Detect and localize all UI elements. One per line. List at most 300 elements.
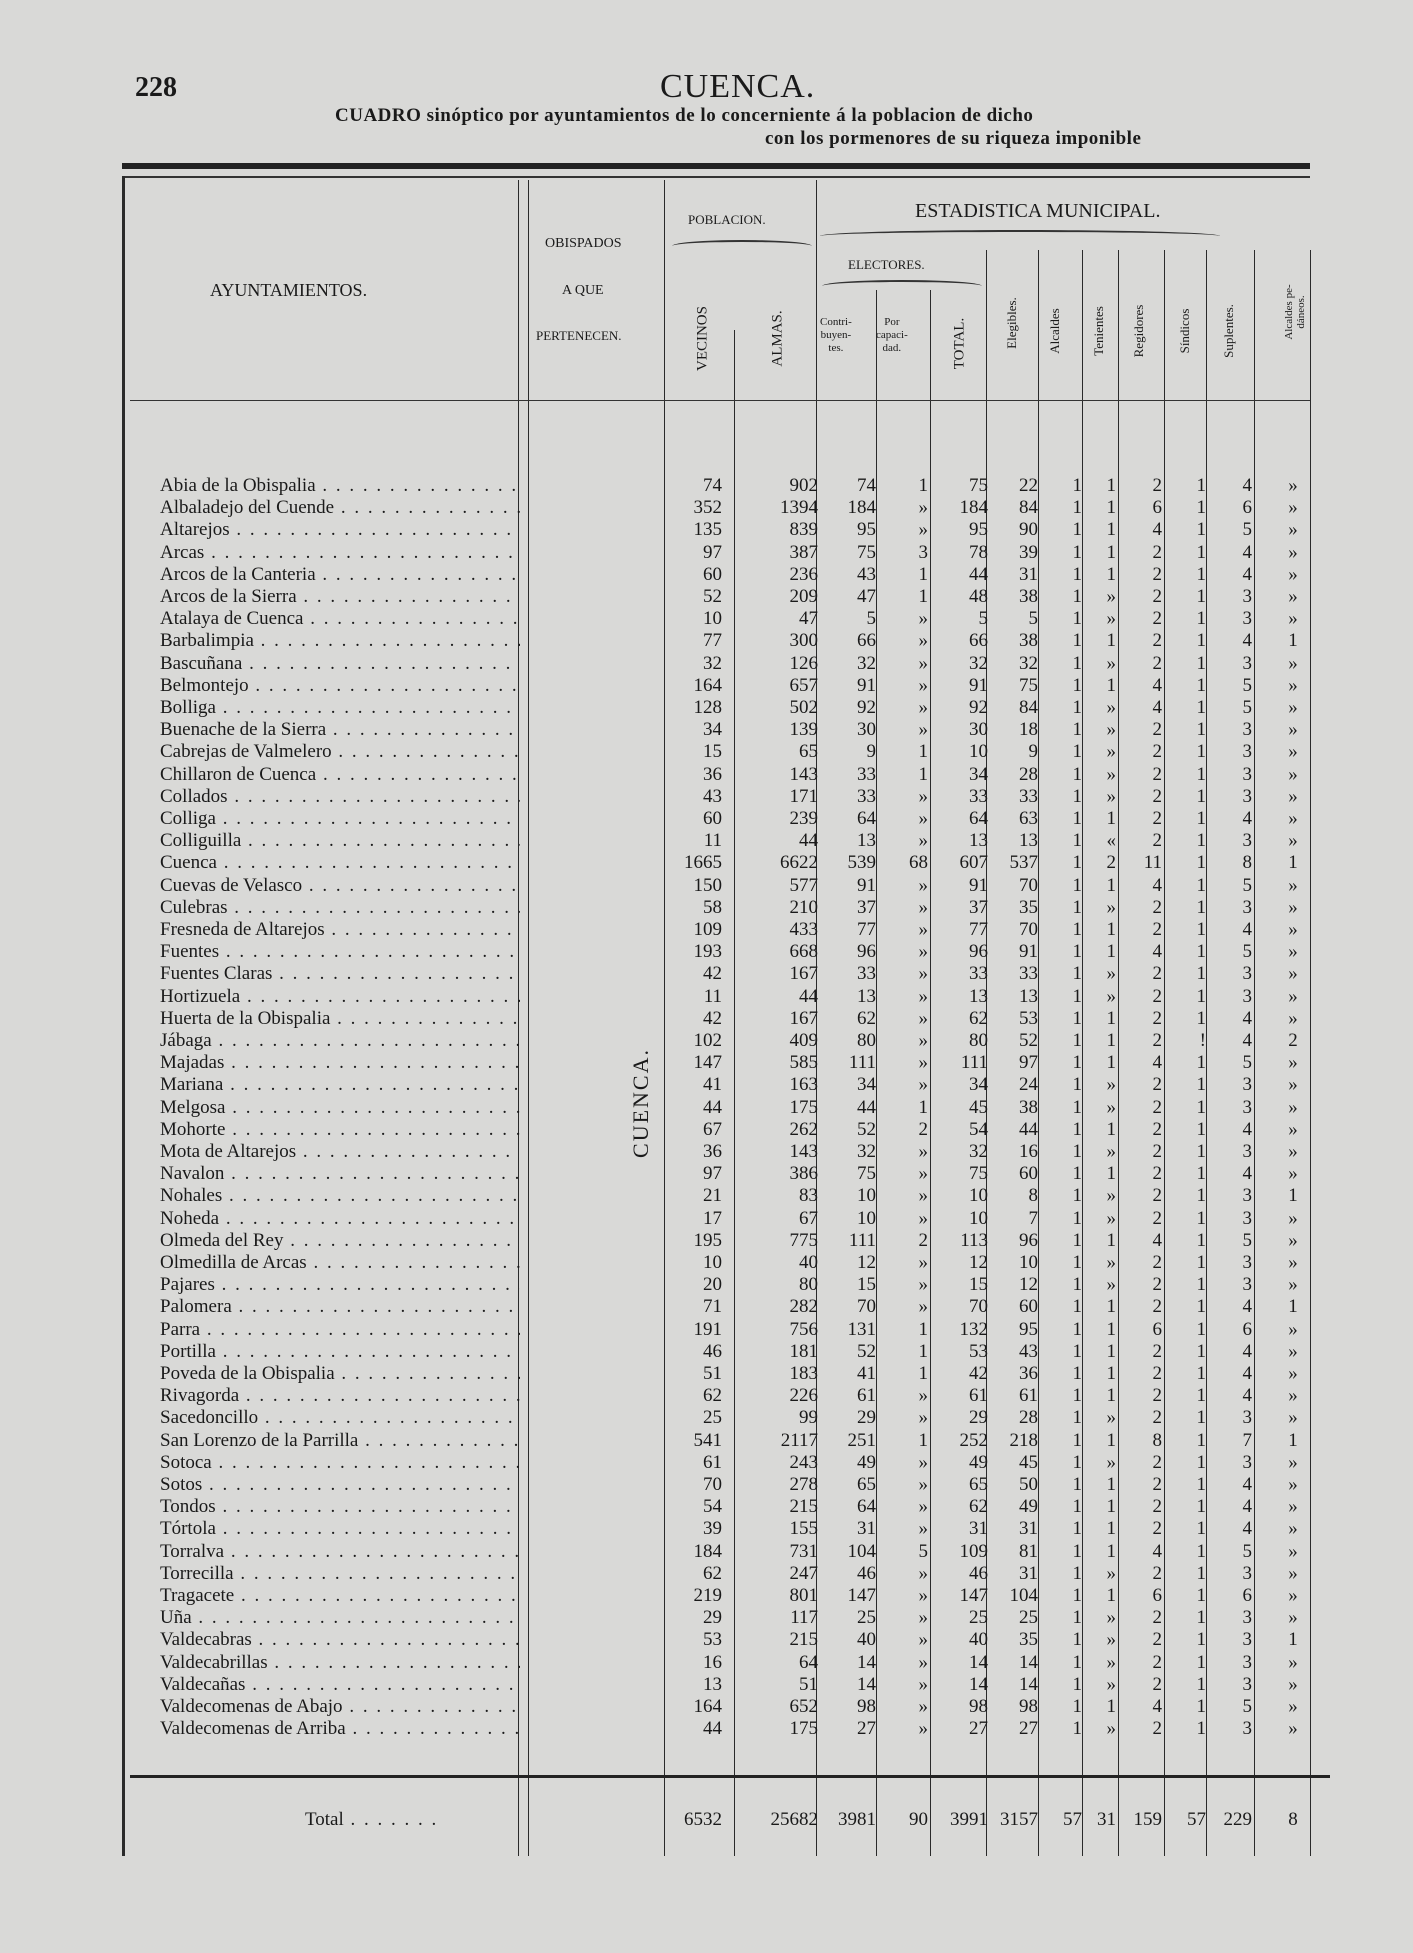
cell-vecinos: 52	[703, 586, 722, 607]
cell-por-capacidad: »	[918, 941, 928, 963]
cell-total: 70	[969, 1296, 988, 1318]
ayuntamiento-name: Buenache de la Sierra . . .	[160, 719, 520, 741]
cell-pedaneos: »	[1288, 1141, 1298, 1162]
cell-sindicos: 1	[1196, 541, 1206, 563]
cell-total: 49	[969, 1451, 988, 1473]
cell-total: 15	[969, 1274, 988, 1296]
header-estadistica: ESTADISTICA MUNICIPAL.	[915, 200, 1161, 222]
cell-pedaneos: »	[1288, 1696, 1298, 1717]
table-row	[0, 1629, 1413, 1651]
cell-pedaneos: »	[1288, 475, 1298, 496]
cell-vecinos: 25	[703, 1407, 722, 1429]
cell-vecinos: 42	[703, 963, 722, 985]
cell-contribuyentes: 32	[857, 652, 876, 674]
cell-pedaneos: 1	[1288, 630, 1298, 652]
cell-pedaneos: »	[1288, 874, 1298, 896]
cell-pedaneos: »	[1288, 1274, 1298, 1296]
cell-contribuyentes: 111	[848, 1229, 876, 1251]
cell-elegibles: 31	[1019, 563, 1038, 585]
cell-regidores: 2	[1152, 1030, 1162, 1051]
cell-tenientes: 2	[1106, 852, 1116, 874]
cell-tenientes: 1	[1106, 1363, 1116, 1384]
cell-suplentes: 4	[1242, 1163, 1252, 1185]
cell-suplentes: 3	[1242, 608, 1252, 630]
cell-elegibles: 25	[1019, 1607, 1038, 1629]
cell-almas: 40	[799, 1252, 818, 1273]
cell-regidores: 4	[1152, 674, 1162, 696]
cell-vecinos: 62	[703, 1385, 722, 1407]
cell-regidores: 4	[1152, 1540, 1162, 1562]
cell-vecinos: 541	[693, 1429, 722, 1451]
cell-suplentes: 4	[1242, 1118, 1252, 1140]
cell-contribuyentes: 96	[857, 941, 876, 963]
cell-vecinos: 191	[693, 1318, 722, 1340]
cell-vecinos: 164	[693, 674, 722, 696]
ayuntamiento-name: Valdecabrillas . . .	[160, 1652, 520, 1674]
cell-sindicos: 1	[1196, 1118, 1206, 1140]
cell-contribuyentes: 92	[857, 697, 876, 718]
table-row	[0, 1097, 1413, 1119]
cell-regidores: 2	[1152, 475, 1162, 496]
table-row	[0, 875, 1413, 897]
cell-sindicos: 1	[1196, 1340, 1206, 1362]
cell-pedaneos: 1	[1288, 1296, 1298, 1318]
table-row	[0, 653, 1413, 675]
cell-pedaneos: »	[1288, 1651, 1298, 1673]
cell-alcaldes: 1	[1072, 719, 1082, 741]
table-row	[0, 719, 1413, 741]
cell-almas: 117	[790, 1607, 818, 1629]
cell-almas: 502	[789, 697, 818, 718]
cell-sindicos: 1	[1196, 1585, 1206, 1606]
cell-regidores: 2	[1152, 1118, 1162, 1140]
cell-contribuyentes: 104	[847, 1540, 876, 1562]
cell-almas: 175	[789, 1718, 818, 1740]
cell-vecinos: 43	[703, 785, 722, 807]
cell-contribuyentes: 14	[857, 1651, 876, 1673]
cell-suplentes: 4	[1242, 1030, 1252, 1051]
cell-elegibles: 31	[1019, 1562, 1038, 1584]
cell-sindicos: 1	[1196, 1229, 1206, 1251]
table-subtitle-line2: con los pormenores de su riqueza imponible	[765, 128, 1142, 149]
cell-tenientes: 1	[1106, 1340, 1116, 1362]
cell-vecinos: 135	[693, 519, 722, 541]
table-row	[0, 1607, 1413, 1629]
cell-suplentes: 3	[1242, 1074, 1252, 1096]
cell-sindicos: 1	[1196, 896, 1206, 918]
cell-sindicos: 1	[1196, 874, 1206, 896]
cell-elegibles: 8	[1028, 1185, 1038, 1207]
cell-tenientes: 1	[1106, 1229, 1116, 1251]
cell-contribuyentes: 64	[857, 1496, 876, 1518]
cell-suplentes: 3	[1242, 586, 1252, 607]
cell-vecinos: 60	[703, 563, 722, 585]
cell-suplentes: 3	[1242, 1451, 1252, 1473]
header-contribuyentes: Contri- buyen- tes.	[820, 316, 852, 354]
cell-alcaldes: 1	[1072, 1030, 1082, 1051]
cell-almas: 175	[789, 1096, 818, 1118]
cell-por-capacidad: »	[918, 830, 928, 852]
cell-regidores: 2	[1152, 1673, 1162, 1695]
cell-alcaldes: 1	[1072, 1007, 1082, 1029]
cell-suplentes: 4	[1242, 919, 1252, 940]
cell-total: 53	[969, 1340, 988, 1362]
cell-suplentes: 4	[1242, 1496, 1252, 1518]
cell-suplentes: 3	[1242, 1185, 1252, 1207]
cell-suplentes: 3	[1242, 741, 1252, 763]
cell-tenientes: 1	[1106, 674, 1116, 696]
cell-alcaldes: 1	[1072, 1540, 1082, 1562]
cell-regidores: 6	[1152, 1318, 1162, 1340]
cell-por-capacidad: 1	[918, 1429, 928, 1451]
ayuntamiento-name: Atalaya de Cuenca . . .	[160, 608, 520, 630]
cell-tenientes: 1	[1106, 1030, 1116, 1051]
cell-contribuyentes: 37	[857, 896, 876, 918]
total-elegibles: 3157	[1000, 1809, 1038, 1830]
cell-tenientes: »	[1106, 741, 1116, 763]
cell-pedaneos: 1	[1288, 852, 1298, 874]
cell-tenientes: »	[1106, 1629, 1116, 1651]
cell-almas: 585	[789, 1052, 818, 1074]
cell-pedaneos: »	[1288, 1585, 1298, 1606]
cell-suplentes: 3	[1242, 963, 1252, 985]
cell-regidores: 2	[1152, 1385, 1162, 1407]
cell-elegibles: 7	[1028, 1207, 1038, 1229]
cell-almas: 282	[789, 1296, 818, 1318]
header-vecinos: VECINOS	[694, 306, 711, 372]
cell-regidores: 2	[1152, 586, 1162, 607]
cell-elegibles: 43	[1019, 1340, 1038, 1362]
table-row	[0, 1718, 1413, 1740]
cell-suplentes: 5	[1242, 697, 1252, 718]
cell-alcaldes: 1	[1072, 475, 1082, 496]
cell-elegibles: 52	[1019, 1030, 1038, 1051]
cell-pedaneos: »	[1288, 719, 1298, 741]
cell-vecinos: 193	[693, 941, 722, 963]
cell-por-capacidad: »	[918, 1518, 928, 1540]
cell-vecinos: 17	[703, 1207, 722, 1229]
cell-tenientes: 1	[1106, 1385, 1116, 1407]
ayuntamiento-name: Palomera . . .	[160, 1296, 520, 1318]
cell-sindicos: 1	[1196, 1052, 1206, 1074]
table-row	[0, 963, 1413, 985]
cell-por-capacidad: 1	[918, 763, 928, 785]
cell-por-capacidad: »	[918, 1629, 928, 1651]
header-obispados-1: OBISPADOS	[545, 236, 622, 251]
total-sindicos: 57	[1187, 1809, 1206, 1830]
cell-por-capacidad: »	[918, 1385, 928, 1407]
cell-por-capacidad: 1	[918, 563, 928, 585]
cell-sindicos: 1	[1196, 697, 1206, 718]
header-tenientes: Tenientes	[1091, 306, 1106, 356]
cell-almas: 64	[799, 1651, 818, 1673]
cell-vecinos: 184	[693, 1540, 722, 1562]
cell-contribuyentes: 184	[847, 497, 876, 519]
cell-pedaneos: »	[1288, 896, 1298, 918]
cell-sindicos: 1	[1196, 1540, 1206, 1562]
cell-pedaneos: 2	[1288, 1030, 1298, 1051]
cell-almas: 433	[789, 919, 818, 940]
cell-tenientes: 1	[1106, 941, 1116, 963]
cell-alcaldes: 1	[1072, 1651, 1082, 1673]
cell-almas: 163	[789, 1074, 818, 1096]
table-row	[0, 897, 1413, 919]
cell-suplentes: 3	[1242, 719, 1252, 741]
cell-almas: 243	[789, 1451, 818, 1473]
cell-total: 34	[969, 763, 988, 785]
cell-almas: 226	[789, 1385, 818, 1407]
cell-por-capacidad: 1	[918, 1363, 928, 1384]
ayuntamiento-name: Noheda . . .	[160, 1208, 520, 1230]
cell-total: 80	[969, 1030, 988, 1051]
cell-sindicos: 1	[1196, 1385, 1206, 1407]
cell-total: 64	[969, 808, 988, 829]
table-row	[0, 741, 1413, 763]
cell-total: 45	[969, 1096, 988, 1118]
cell-almas: 83	[799, 1185, 818, 1207]
cell-por-capacidad: »	[918, 697, 928, 718]
ayuntamiento-name: Albaladejo del Cuende . . .	[160, 497, 520, 519]
cell-tenientes: 1	[1106, 919, 1116, 940]
cell-alcaldes: 1	[1072, 874, 1082, 896]
cell-contribuyentes: 98	[857, 1696, 876, 1717]
cell-suplentes: 3	[1242, 1651, 1252, 1673]
ayuntamiento-name: Hortizuela . . .	[160, 986, 520, 1008]
cell-tenientes: »	[1106, 985, 1116, 1007]
cell-almas: 756	[789, 1318, 818, 1340]
cell-sindicos: 1	[1196, 1474, 1206, 1495]
cell-alcaldes: 1	[1072, 1607, 1082, 1629]
ayuntamiento-name: Collados . . .	[160, 786, 520, 808]
cell-tenientes: »	[1106, 1274, 1116, 1296]
cell-alcaldes: 1	[1072, 830, 1082, 852]
ayuntamiento-name: Torralva . . .	[160, 1541, 520, 1563]
cell-total: 40	[969, 1629, 988, 1651]
cell-vecinos: 11	[703, 830, 722, 852]
cell-alcaldes: 1	[1072, 1585, 1082, 1606]
cell-sindicos: 1	[1196, 919, 1206, 940]
cell-almas: 65	[799, 741, 818, 763]
cell-pedaneos: »	[1288, 1385, 1298, 1407]
cell-alcaldes: 1	[1072, 497, 1082, 519]
table-row	[0, 608, 1413, 630]
cell-sindicos: 1	[1196, 608, 1206, 630]
cell-alcaldes: 1	[1072, 608, 1082, 630]
cell-vecinos: 58	[703, 896, 722, 918]
cell-regidores: 2	[1152, 1007, 1162, 1029]
cell-sindicos: 1	[1196, 1696, 1206, 1717]
cell-pedaneos: »	[1288, 1252, 1298, 1273]
cell-por-capacidad: »	[918, 1274, 928, 1296]
ayuntamiento-name: Portilla . . .	[160, 1341, 520, 1363]
cell-alcaldes: 1	[1072, 563, 1082, 585]
cell-vecinos: 46	[703, 1340, 722, 1362]
cell-elegibles: 84	[1019, 497, 1038, 519]
cell-elegibles: 70	[1019, 874, 1038, 896]
cell-por-capacidad: »	[918, 608, 928, 630]
cell-tenientes: »	[1106, 785, 1116, 807]
cell-almas: 577	[789, 874, 818, 896]
cell-contribuyentes: 131	[847, 1318, 876, 1340]
cell-total: 147	[959, 1585, 988, 1606]
cell-sindicos: 1	[1196, 1496, 1206, 1518]
cell-elegibles: 5	[1028, 608, 1038, 630]
cell-tenientes: »	[1106, 697, 1116, 718]
cell-regidores: 2	[1152, 1651, 1162, 1673]
table-row	[0, 852, 1413, 874]
cell-contribuyentes: 95	[857, 519, 876, 541]
cell-pedaneos: »	[1288, 1118, 1298, 1140]
cell-total: 5	[978, 608, 988, 630]
cell-vecinos: 53	[703, 1629, 722, 1651]
cell-contribuyentes: 62	[857, 1007, 876, 1029]
cell-tenientes: »	[1106, 1451, 1116, 1473]
cell-elegibles: 70	[1019, 919, 1038, 940]
cell-sindicos: 1	[1196, 1673, 1206, 1695]
cell-pedaneos: »	[1288, 1363, 1298, 1384]
table-subtitle-line1: CUADRO sinóptico por ayuntamientos de lo concerniente á la poblacion de dicho	[335, 105, 1034, 126]
cell-total: 132	[959, 1318, 988, 1340]
ayuntamiento-name: Altarejos . . .	[160, 519, 520, 541]
ayuntamiento-name: Rivagorda . . .	[160, 1385, 520, 1407]
cell-elegibles: 12	[1019, 1274, 1038, 1296]
table-row	[0, 1274, 1413, 1296]
cell-almas: 167	[789, 1007, 818, 1029]
cell-suplentes: 5	[1242, 1052, 1252, 1074]
ayuntamiento-name: Barbalimpia . . .	[160, 630, 520, 652]
total-label: Total . . .	[305, 1808, 438, 1832]
cell-suplentes: 3	[1242, 1141, 1252, 1162]
cell-vecinos: 34	[703, 719, 722, 741]
cell-contribuyentes: 80	[857, 1030, 876, 1051]
cell-alcaldes: 1	[1072, 1274, 1082, 1296]
ayuntamiento-name: Abia de la Obispalia . . .	[160, 475, 520, 497]
cell-pedaneos: 1	[1288, 1185, 1298, 1207]
table-row	[0, 1385, 1413, 1407]
cell-regidores: 2	[1152, 1629, 1162, 1651]
cell-total: 77	[969, 919, 988, 940]
cell-total: 62	[969, 1496, 988, 1518]
cell-sindicos: 1	[1196, 1252, 1206, 1273]
cell-sindicos: 1	[1196, 1074, 1206, 1096]
cell-suplentes: 4	[1242, 1518, 1252, 1540]
cell-elegibles: 63	[1019, 808, 1038, 829]
cell-alcaldes: 1	[1072, 941, 1082, 963]
cell-pedaneos: »	[1288, 1518, 1298, 1540]
cell-por-capacidad: »	[918, 1474, 928, 1495]
cell-contribuyentes: 75	[857, 1163, 876, 1185]
cell-contribuyentes: 91	[857, 674, 876, 696]
cell-regidores: 2	[1152, 763, 1162, 785]
cell-almas: 801	[789, 1585, 818, 1606]
table-row	[0, 1452, 1413, 1474]
cell-total: 75	[969, 1163, 988, 1185]
cell-contribuyentes: 34	[857, 1074, 876, 1096]
cell-tenientes: 1	[1106, 808, 1116, 829]
cell-elegibles: 38	[1019, 586, 1038, 607]
table-row	[0, 1407, 1413, 1429]
cell-vecinos: 32	[703, 652, 722, 674]
cell-tenientes: »	[1106, 652, 1116, 674]
cell-sindicos: 1	[1196, 1296, 1206, 1318]
cell-elegibles: 60	[1019, 1163, 1038, 1185]
cell-regidores: 2	[1152, 719, 1162, 741]
cell-total: 10	[969, 1185, 988, 1207]
cell-tenientes: »	[1106, 763, 1116, 785]
cell-almas: 143	[789, 1141, 818, 1162]
table-row	[0, 808, 1413, 830]
cell-sindicos: 1	[1196, 630, 1206, 652]
cell-suplentes: 4	[1242, 808, 1252, 829]
cell-sindicos: 1	[1196, 497, 1206, 519]
cell-tenientes: 1	[1106, 1496, 1116, 1518]
cell-contribuyentes: 5	[866, 608, 876, 630]
cell-almas: 2117	[780, 1429, 818, 1451]
cell-regidores: 2	[1152, 1141, 1162, 1162]
cell-contribuyentes: 33	[857, 763, 876, 785]
cell-por-capacidad: »	[918, 1718, 928, 1740]
table-row	[0, 941, 1413, 963]
cell-elegibles: 27	[1019, 1718, 1038, 1740]
table-row	[0, 564, 1413, 586]
cell-regidores: 4	[1152, 697, 1162, 718]
cell-vecinos: 36	[703, 1141, 722, 1162]
cell-regidores: 4	[1152, 1229, 1162, 1251]
cell-pedaneos: »	[1288, 1340, 1298, 1362]
cell-vecinos: 54	[703, 1496, 722, 1518]
cell-tenientes: »	[1106, 1673, 1116, 1695]
cell-elegibles: 22	[1019, 475, 1038, 496]
cell-total: 27	[969, 1718, 988, 1740]
cell-por-capacidad: »	[918, 985, 928, 1007]
cell-contribuyentes: 61	[857, 1385, 876, 1407]
ayuntamiento-name: Mohorte . . .	[160, 1119, 520, 1141]
cell-elegibles: 537	[1009, 852, 1038, 874]
cell-regidores: 8	[1152, 1429, 1162, 1451]
cell-tenientes: 1	[1106, 563, 1116, 585]
table-row	[0, 1185, 1413, 1207]
cell-pedaneos: »	[1288, 1229, 1298, 1251]
cell-regidores: 2	[1152, 1607, 1162, 1629]
cell-tenientes: 1	[1106, 1118, 1116, 1140]
cell-vecinos: 97	[703, 1163, 722, 1185]
cell-por-capacidad: »	[918, 963, 928, 985]
cell-elegibles: 91	[1019, 941, 1038, 963]
total-regidores: 159	[1133, 1809, 1162, 1830]
cell-alcaldes: 1	[1072, 852, 1082, 874]
ayuntamiento-name: Chillaron de Cuenca . . .	[160, 764, 520, 786]
cell-suplentes: 3	[1242, 1407, 1252, 1429]
cell-contribuyentes: 539	[847, 852, 876, 874]
ayuntamiento-name: Melgosa . . .	[160, 1097, 520, 1119]
cell-contribuyentes: 13	[857, 985, 876, 1007]
cell-sindicos: 1	[1196, 1096, 1206, 1118]
cell-regidores: 2	[1152, 1451, 1162, 1473]
cell-contribuyentes: 25	[857, 1607, 876, 1629]
ayuntamiento-name: Arcas . . .	[160, 542, 520, 564]
cell-por-capacidad: »	[918, 1007, 928, 1029]
cell-tenientes: »	[1106, 963, 1116, 985]
cell-elegibles: 39	[1019, 541, 1038, 563]
ayuntamiento-name: Majadas . . .	[160, 1052, 520, 1074]
cell-vecinos: 60	[703, 808, 722, 829]
cell-total: 54	[969, 1118, 988, 1140]
cell-contribuyentes: 77	[857, 919, 876, 940]
cell-almas: 143	[789, 763, 818, 785]
table-row	[0, 919, 1413, 941]
cell-regidores: 2	[1152, 1518, 1162, 1540]
cell-alcaldes: 1	[1072, 1474, 1082, 1495]
